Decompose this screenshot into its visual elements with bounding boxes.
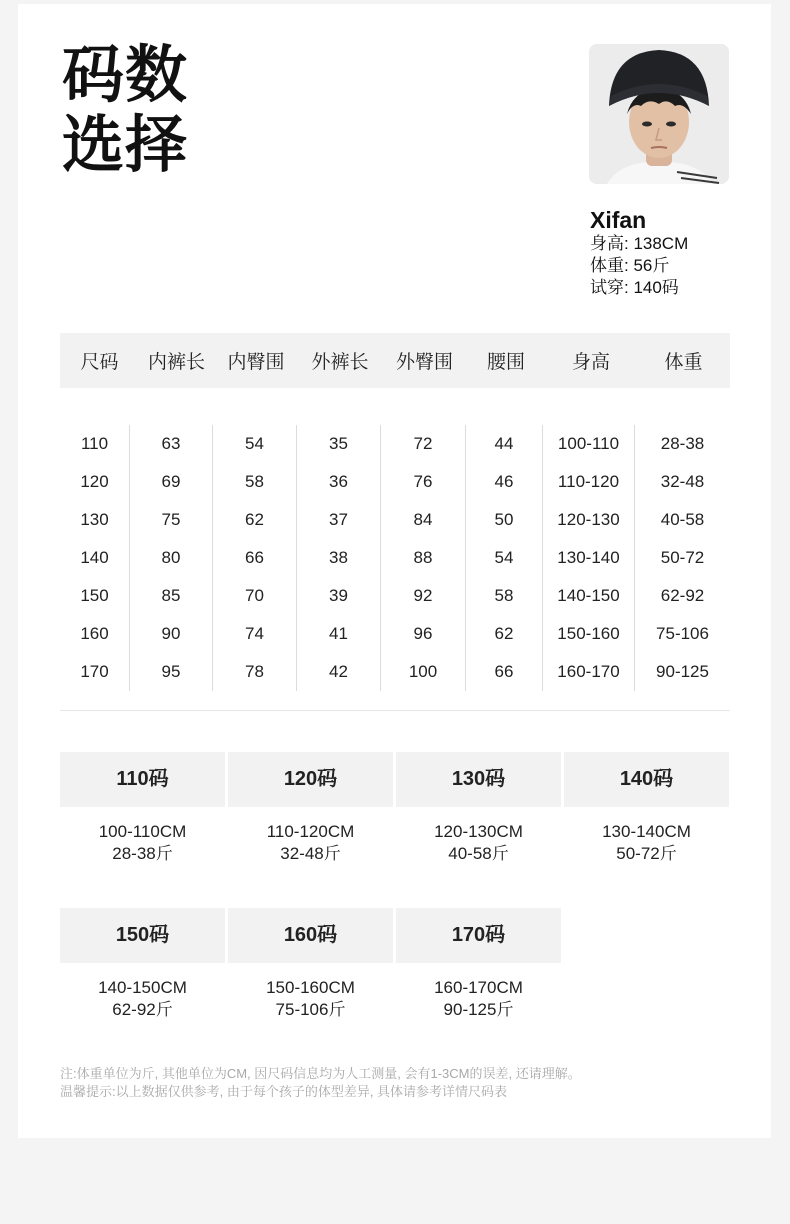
size-card <box>396 908 561 1021</box>
table-cell: 100-110 <box>557 434 620 453</box>
size-table-header <box>60 333 730 388</box>
size-card-height: 160-170CM <box>434 978 523 997</box>
size-card-height: 140-150CM <box>98 978 187 997</box>
column-inner-hip <box>213 425 297 691</box>
table-cell: 54 <box>494 548 514 567</box>
model-height: 身高: 138CM <box>590 234 689 253</box>
table-cell: 150-160 <box>557 624 620 643</box>
size-card-height: 150-160CM <box>266 978 355 997</box>
size-table-body <box>60 425 730 691</box>
table-cell: 66 <box>494 662 514 681</box>
size-card <box>564 752 729 865</box>
note-measurement: 注:体重单位为斤, 其他单位为CM, 因尺码信息均为人工测量, 会有1-3CM的误差, 还请理解。 <box>60 1066 581 1081</box>
table-cell: 42 <box>329 662 348 681</box>
table-cell: 41 <box>329 624 348 643</box>
size-card-weight: 40-58斤 <box>448 844 509 863</box>
size-card-label: 150码 <box>60 908 225 963</box>
size-card-weight: 32-48斤 <box>280 844 341 863</box>
table-cell: 78 <box>245 662 264 681</box>
table-cell: 150 <box>80 586 109 605</box>
table-cell: 28-38 <box>660 434 705 453</box>
table-cell: 44 <box>494 434 514 453</box>
table-cell: 80 <box>161 548 181 567</box>
size-card-label: 170码 <box>396 908 561 963</box>
table-cell: 130-140 <box>557 548 620 567</box>
table-cell: 36 <box>329 472 348 491</box>
size-card-weight: 28-38斤 <box>112 844 173 863</box>
table-cell: 130 <box>80 510 109 529</box>
table-cell: 140 <box>80 548 109 567</box>
size-card <box>396 752 561 865</box>
size-card-weight: 75-106斤 <box>275 1000 346 1019</box>
table-cell: 58 <box>494 586 514 605</box>
model-tried-size: 试穿: 140码 <box>590 278 679 297</box>
model-weight: 体重: 56斤 <box>590 256 670 275</box>
table-cell: 62 <box>494 624 514 643</box>
size-card-label: 140码 <box>564 752 729 807</box>
table-cell: 76 <box>413 472 433 491</box>
table-cell: 110-120 <box>557 472 620 491</box>
column-size <box>60 425 130 691</box>
table-cell: 39 <box>329 586 348 605</box>
header-weight: 体重 <box>664 352 703 373</box>
size-card-weight: 90-125斤 <box>443 1000 514 1019</box>
header-height: 身高 <box>571 352 610 373</box>
table-cell: 74 <box>245 624 264 643</box>
table-cell: 84 <box>413 510 433 529</box>
table-cell: 35 <box>329 434 348 453</box>
size-cards-row-2 <box>60 908 732 1021</box>
header-waist: 腰围 <box>486 352 525 373</box>
note-reference: 温馨提示:以上数据仅供参考, 由于每个孩子的体型差异, 具体请参考详情尺码表 <box>60 1084 508 1099</box>
table-cell: 170 <box>80 662 109 681</box>
table-cell: 37 <box>329 510 348 529</box>
table-cell: 40-58 <box>660 510 705 529</box>
model-name: Xifan <box>590 207 647 233</box>
size-card-label: 130码 <box>396 752 561 807</box>
table-cell: 120 <box>80 472 109 491</box>
footnotes <box>60 1065 740 1101</box>
table-cell: 90 <box>161 624 181 643</box>
size-card-weight: 50-72斤 <box>616 844 677 863</box>
page-title <box>62 40 262 180</box>
table-cell: 62 <box>245 510 264 529</box>
size-card-height: 100-110CM <box>98 822 187 841</box>
header-size: 尺码 <box>80 352 119 373</box>
table-cell: 38 <box>329 548 348 567</box>
size-card-height: 130-140CM <box>602 822 691 841</box>
table-cell: 160-170 <box>557 662 620 681</box>
table-cell: 100 <box>408 662 438 681</box>
column-inseam <box>130 425 213 691</box>
size-cards-row-1 <box>60 752 732 865</box>
size-card <box>228 752 393 865</box>
table-cell: 54 <box>245 434 264 453</box>
table-cell: 92 <box>413 586 433 605</box>
column-outer-hip <box>381 425 466 691</box>
size-card-height: 110-120CM <box>266 822 355 841</box>
model-photo <box>589 44 729 184</box>
header-outer-hip: 外臀围 <box>395 352 453 373</box>
size-card-label: 120码 <box>228 752 393 807</box>
table-cell: 58 <box>245 472 264 491</box>
size-table <box>60 333 730 691</box>
table-cell: 140-150 <box>557 586 620 605</box>
title-line-1: 码数 <box>62 38 189 111</box>
table-cell: 110 <box>80 434 109 453</box>
table-cell: 66 <box>245 548 264 567</box>
size-guide-card <box>18 4 771 1138</box>
size-card <box>60 908 225 1021</box>
column-waist <box>466 425 543 691</box>
column-weight <box>635 425 730 691</box>
table-cell: 95 <box>161 662 181 681</box>
size-card-label: 110码 <box>60 752 225 807</box>
table-cell: 32-48 <box>660 472 705 491</box>
title-line-2: 选择 <box>62 108 189 181</box>
column-outseam <box>297 425 381 691</box>
size-card <box>228 908 393 1021</box>
size-card <box>60 752 225 865</box>
table-cell: 72 <box>413 434 433 453</box>
table-cell: 46 <box>494 472 514 491</box>
model-portrait-image <box>589 44 729 184</box>
table-cell: 75 <box>161 510 181 529</box>
table-cell: 70 <box>245 586 264 605</box>
header-inner-hip: 内臀围 <box>227 352 285 373</box>
table-cell: 90-125 <box>656 662 709 681</box>
model-info <box>590 207 760 299</box>
size-card-weight: 62-92斤 <box>112 1000 173 1019</box>
table-cell: 62-92 <box>660 586 705 605</box>
table-cell: 69 <box>161 472 181 491</box>
table-cell: 50 <box>494 510 514 529</box>
header-outseam: 外裤长 <box>311 352 369 373</box>
size-card-height: 120-130CM <box>434 822 523 841</box>
table-cell: 120-130 <box>557 510 620 529</box>
table-cell: 50-72 <box>660 548 705 567</box>
header-inseam: 内裤长 <box>147 352 205 373</box>
size-card-label: 160码 <box>228 908 393 963</box>
table-cell: 63 <box>161 434 181 453</box>
table-cell: 75-106 <box>656 624 709 643</box>
table-cell: 160 <box>80 624 109 643</box>
column-height <box>543 425 635 691</box>
table-cell: 85 <box>161 586 181 605</box>
table-cell: 96 <box>413 624 433 643</box>
section-divider <box>60 710 730 711</box>
table-cell: 88 <box>413 548 433 567</box>
